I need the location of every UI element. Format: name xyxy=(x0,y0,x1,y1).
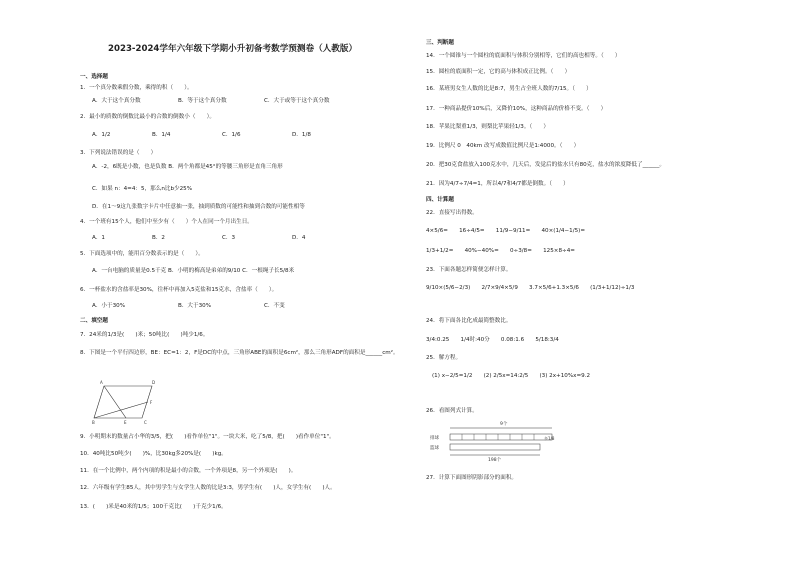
question-26: 26．看图列式计算。 xyxy=(426,408,478,414)
question-3: 3．下列说法错误的是（ ） xyxy=(80,150,157,156)
label-d: D xyxy=(152,380,156,385)
question-23: 23．下面各题怎样简便怎样计算。 xyxy=(426,267,512,273)
question-21: 21．因为4/7÷7/4=1，所以4/7和4/7都是倒数。（ ） xyxy=(426,181,569,187)
q2-option-d: D．1/8 xyxy=(292,132,311,138)
q5-options: A．一台电脑的质量是0.5千克 B．小明的梅高是弟弟的9/10 C．一根绳子长5/8米 xyxy=(92,268,295,274)
question-13: 13．( )米是40米的1/5；100千克比( )千克少1/6。 xyxy=(80,504,227,510)
question-20: 20．把30克食盐放入100克水中，几天后，发觉后的盐水只有80克，盐水的浓度降低了______。 xyxy=(426,162,666,168)
diagram-row-2: 篮球 xyxy=(430,446,439,451)
q4-option-c: C．3 xyxy=(222,235,236,241)
q2-option-a: A．1/2 xyxy=(92,132,111,138)
question-18: 18．苹果比梨重1/3，则梨比苹果轻1/3。（ ） xyxy=(426,124,550,130)
label-a: A xyxy=(100,380,103,385)
question-4: 4．一个班有15个人，他们中至少有（ ）个人在同一个月出生日。 xyxy=(80,219,253,225)
question-7: 7．24米的1/3是( )米；50吨比( )吨少1/6。 xyxy=(80,332,209,338)
question-10: 10．40吨比50吨少( )%，比30kg多20%是( )kg。 xyxy=(80,451,227,457)
question-22: 22．直接写出得数。 xyxy=(426,210,478,216)
q22-row-1: 4×5/6= 16÷4/5= 11/9−9/11= 40×(1/4−1/5)= xyxy=(426,228,586,234)
q1-option-c: C．大于或等于这个真分数 xyxy=(264,98,330,104)
q2-option-c: C．1/6 xyxy=(222,132,241,138)
question-15: 15．圆柱的底面积一定，它的高与体积成正比例。（ ） xyxy=(426,69,571,75)
label-f: F xyxy=(150,400,153,405)
bar-diagram xyxy=(424,418,564,462)
question-12: 12．六年级有学生85人，其中男学生与女学生人数的比是3:3，男学生有( )人，女学生有( )人。 xyxy=(80,485,336,491)
question-8: 8．下图是一个平行四边形，BE：EC=1：2，F是DC的中点，三角形ABE的面积是6cm²，那么三角形ADF的面积是______cm²。 xyxy=(80,350,399,356)
question-27: 27．计算下面图形阴影部分的面积。 xyxy=(426,475,518,481)
section-judge: 三、判断题 xyxy=(426,40,454,46)
question-5: 5．下面选项中的，能用百分数表示的是（ ）。 xyxy=(80,251,204,257)
question-16: 16．某班男女生人数的比是8:7，男生占全班人数的7/15。（ ） xyxy=(426,86,592,92)
question-25: 25．解方程。 xyxy=(426,355,462,361)
question-11: 11．在一个比例中，两个内项的积是最小的合数，一个外项是8，另一个外项是( )。 xyxy=(80,468,297,474)
q4-option-a: A．1 xyxy=(92,235,105,241)
diagram-row-1: 排球 xyxy=(430,436,439,441)
parallelogram-figure xyxy=(92,378,162,426)
question-24: 24．将下面各比化成最简整数比。 xyxy=(426,318,512,324)
q25-row: (1) x−2/5=1/2 (2) 2/5x=14:2/5 (3) 2x+10%x=9.2 xyxy=(432,373,591,379)
q2-option-b: B．1/4 xyxy=(152,132,171,138)
diagram-top-label: 9个 xyxy=(500,422,508,427)
question-6: 6．一杯盐水的含盐率是30%，往杯中再加入5克盐和15克水，含盐率（ ）。 xyxy=(80,287,278,293)
question-19: 19．比例尺 0 40km 改写成数值比例尺是1:4000。（ ） xyxy=(426,143,580,149)
q23-row: 9/10×(5/6−2/3) 2/7×9/4×5/9 3.7×5/6+1.3×5/6 (1/3+1/12)÷1/3 xyxy=(426,285,635,291)
label-c: C xyxy=(144,420,147,425)
section-choice: 一、选择题 xyxy=(80,74,108,80)
diagram-bottom-label: 198个 xyxy=(488,458,502,462)
q3-option-ab: A．-2，6既是小数，也是负数 B．两个角都是45°的等腰三角形是直角三角形 xyxy=(92,164,283,170)
question-14: 14．一个圆锥与一个圆柱的底面积与体积分别相等，它们的高也相等。（ ） xyxy=(426,53,621,59)
section-fill: 二、填空题 xyxy=(80,318,108,324)
label-b: B xyxy=(92,420,95,425)
question-17: 17．一种商品提价10%后，又降价10%，这种商品的价格不变。（ ） xyxy=(426,106,607,112)
label-e: E xyxy=(124,420,127,425)
q6-option-a: A．小于30% xyxy=(92,303,126,309)
q4-option-d: D．4 xyxy=(292,235,306,241)
q24-row: 3/4:0.25 1/4时:40分 0.08:1.6 5/18:3/4 xyxy=(426,337,559,343)
question-2: 2．最小的质数的倒数比最小的合数的倒数小（ ）。 xyxy=(80,114,216,120)
question-1: 1．一个真分数乘假分数，乘得的积（ ）。 xyxy=(80,85,193,91)
q4-option-b: B．2 xyxy=(152,235,165,241)
q6-option-c: C．不变 xyxy=(264,303,285,309)
page-title: 2023-2024学年六年级下学期小升初备考数学预测卷（人教版） xyxy=(108,44,358,54)
q1-option-b: B．等于这个真分数 xyxy=(178,98,227,104)
q3-option-d: D．在1～9这九张数字卡片中任意抽一张，抽到质数的可能性和抽到合数的可能性相等 xyxy=(92,204,305,210)
question-9: 9．小明期末的数量占小华的3/5，把( )看作单位"1"。一块大米，吃了5/8，把( )看作单位"1"。 xyxy=(80,434,335,440)
section-calc: 四、计算题 xyxy=(426,197,454,203)
diagram-side-label: 多1/8 xyxy=(544,436,555,441)
q22-row-2: 1/3+1/2= 40%−40%= 0÷3/8= 125×8÷4= xyxy=(426,248,575,254)
q1-option-a: A．大于这个真分数 xyxy=(92,98,141,104)
q3-option-c: C．如果 n：4=4：5，那么n比b少25% xyxy=(92,186,193,192)
q6-option-b: B．大于30% xyxy=(178,303,212,309)
